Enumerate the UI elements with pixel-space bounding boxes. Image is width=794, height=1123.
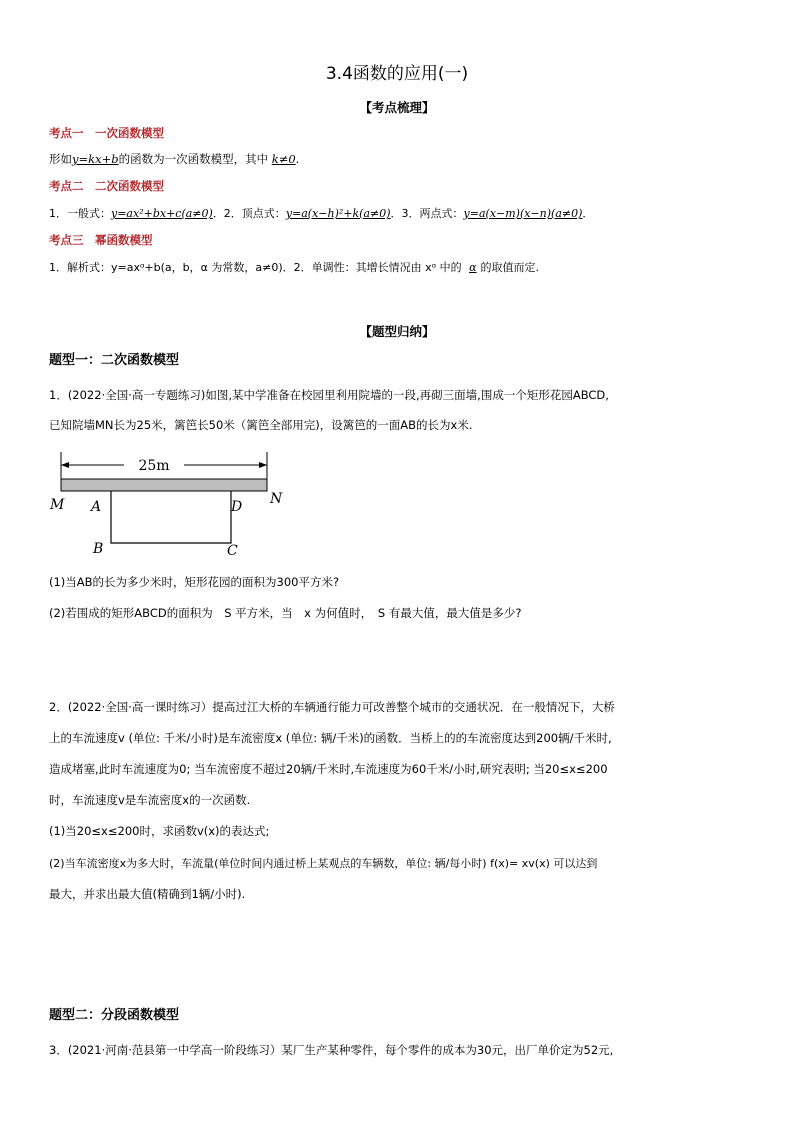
label-B: B: [93, 541, 104, 557]
kp2-vertex-form: y=a(x−h)²+k(a≠0): [285, 207, 391, 220]
kp2-p1: 1．一般式：: [49, 207, 111, 220]
q2-sub1: (1)当20≤x≤200时，求函数v(x)的表达式;: [49, 824, 270, 838]
q2-line4: 时，车流速度v是车流密度x的一次函数.: [49, 793, 251, 807]
kp1-label: 考点一 一次函数模型: [49, 126, 164, 140]
q1-sub2: (2)若围成的矩形ABCD的面积为 S 平方米，当 x 为何值时， S 有最大值，最大值是多少?: [49, 606, 522, 620]
kp1-line: [49, 151, 299, 167]
kp3-line: [49, 259, 539, 275]
arrow-head-right: [259, 462, 267, 468]
q2-line2: 上的车流速度v (单位: 千米/小时)是车流密度x (单位: 辆/千米)的函数．当桥上的的车流密度达到200辆/千米时,: [49, 731, 612, 745]
q1-line1: 1．(2022·全国·高一专题练习)如图,某中学准备在校园里利用院墙的一段,再砌三面墙,围成一个矩形花园ABCD,: [49, 388, 609, 402]
kp3-alpha: α: [469, 261, 477, 274]
label-D: D: [231, 499, 243, 515]
label-N: N: [270, 491, 283, 507]
q1-sub1: (1)当AB的长为多少米时，矩形花园的面积为300平方米?: [49, 575, 340, 589]
wall-MN: [61, 479, 267, 491]
page-title: 3.4函数的应用(一): [325, 64, 469, 84]
type2-heading: 题型二：分段函数模型: [49, 1008, 180, 1023]
section-heading-review: 【考点梳理】: [359, 100, 435, 115]
kp1-condition: k≠0: [271, 152, 296, 166]
q2-line1: 2．(2022·全国·高一课时练习）提高过江大桥的车辆通行能力可改善整个城市的交通状况．在一般情况下，大桥: [49, 700, 615, 714]
kp1-formula: y=kx+b: [72, 152, 119, 166]
kp2-p2: ．2．顶点式：: [212, 207, 286, 220]
kp2-line: [49, 205, 593, 221]
kp1-mid: 的函数为一次函数模型，其中: [118, 152, 269, 166]
type1-heading: 题型一：二次函数模型: [49, 353, 180, 368]
kp1-prefix: 形如: [49, 152, 72, 166]
kp2-intercept-form: y=a(x−m)(x−n)(a≠0): [463, 207, 583, 220]
q2-line3: 造成堵塞,此时车流速度为0; 当车流密度不超过20辆/千米时,车流速度为60千米/小时,研究表明; 当20≤x≤200: [49, 762, 608, 776]
q3-line1: 3．(2021·河南·范县第一中学高一阶段练习）某厂生产某种零件，每个零件的成本为30元，出厂单价定为52元,: [49, 1043, 614, 1057]
kp2-general-form: y=ax²+bx+c(a≠0): [111, 207, 213, 220]
arrow-head-left: [61, 462, 69, 468]
label-C: C: [227, 543, 238, 559]
kp2-p3: ．3．两点式：: [390, 207, 464, 220]
kp3-text-a: 1．解析式：y=axᵅ+b(a，b，α 为常数，a≠0)．2．单调性：其增长情况由 xᵅ 中的: [49, 261, 462, 274]
label-M: M: [50, 497, 65, 513]
kp2-label: 考点二 二次函数模型: [49, 179, 164, 193]
q1-line2: 已知院墙MN长为25米，篱笆长50米（篱笆全部用完)，设篱笆的一面AB的长为x米.: [49, 418, 473, 432]
q2-sub2b: 最大，并求出最大值(精确到1辆/小时).: [49, 887, 246, 901]
fence-ABCD: [111, 491, 231, 543]
kp3-label: 考点三 幂函数模型: [49, 233, 153, 247]
q2-sub2a: (2)当车流密度x为多大时，车流量(单位时间内通过桥上某观点的车辆数，单位: 辆/每小时) f(x)= xv(x) 可以达到: [49, 857, 598, 870]
kp3-text-b: 的取值而定.: [480, 261, 540, 274]
kp1-end: .: [295, 152, 300, 166]
section-heading-types: 【题型归纳】: [359, 324, 435, 339]
kp2-end: ．: [582, 207, 594, 220]
dim-label: 25m: [138, 458, 170, 474]
garden-figure: [44, 447, 294, 562]
label-A: A: [91, 499, 102, 515]
